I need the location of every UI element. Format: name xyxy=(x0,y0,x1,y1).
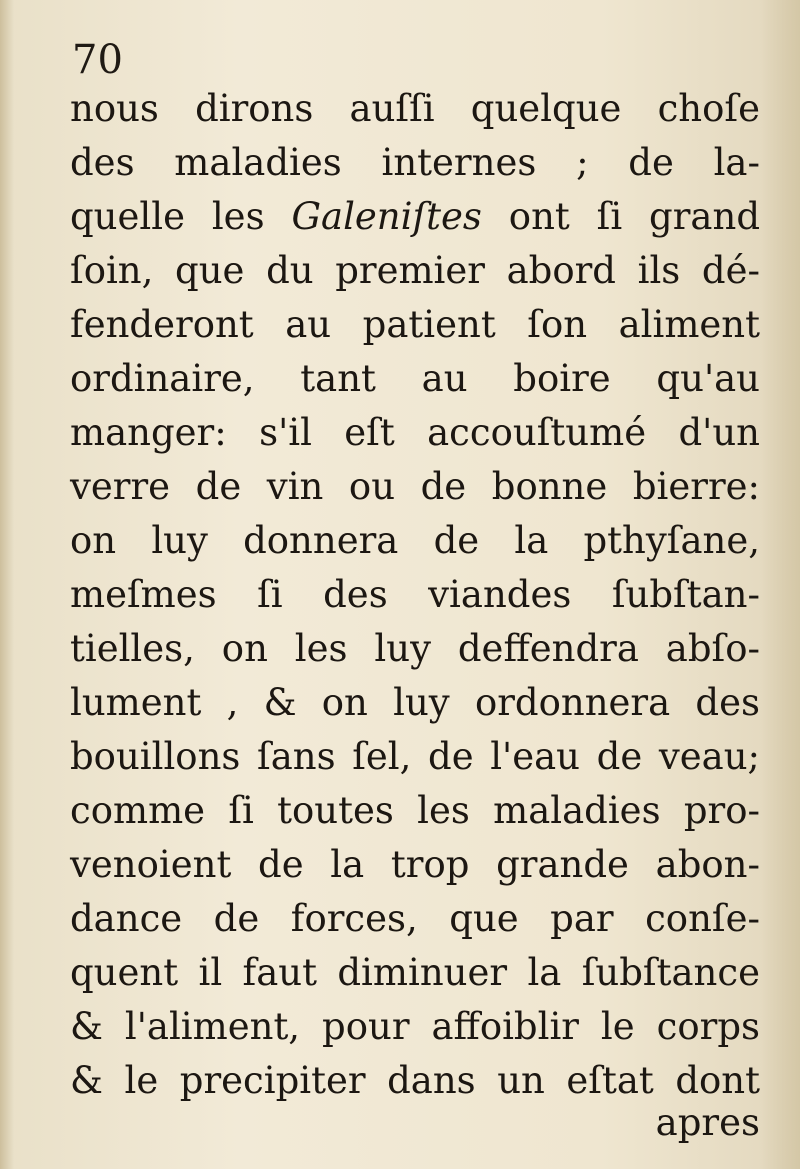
text-line: & le precipiter dans un eſtat dont xyxy=(70,1059,760,1102)
body-text xyxy=(70,82,760,1108)
text-line: lument , & on luy ordonnera des xyxy=(70,681,760,724)
text-line: quelle les Galeniſtes ont ſi grand xyxy=(70,195,761,238)
text-line: ſoin, que du premier abord ils dé- xyxy=(70,249,760,292)
text-line: venoient de la trop grande abon- xyxy=(70,843,760,886)
italic-term: Galeniſtes xyxy=(291,195,482,238)
text-line: des maladies internes ; de la- xyxy=(70,141,760,184)
text-line: comme ſi toutes les maladies pro- xyxy=(70,789,760,832)
text-line: manger: s'il eſt accouſtumé d'un xyxy=(70,411,760,454)
text-line: dance de forces, que par conſe- xyxy=(70,897,760,940)
page-number: 70 xyxy=(72,37,123,83)
text-line: bouillons ſans ſel, de l'eau de veau; xyxy=(70,735,760,778)
text-line: fenderont au patient ſon aliment xyxy=(70,303,760,346)
text-line: tielles, on les luy deffendra abſo- xyxy=(70,627,760,670)
catchword: apres xyxy=(655,1101,760,1144)
text-line: quent il faut diminuer la ſubſtance xyxy=(70,951,760,994)
text-line: ordinaire, tant au boire qu'au xyxy=(70,357,760,400)
text-line: nous dirons auſſi quelque choſe xyxy=(70,87,760,130)
text-line: on luy donnera de la pthyſane, xyxy=(70,519,760,562)
text-line: verre de vin ou de bonne bierre: xyxy=(70,465,760,508)
text-line: & l'aliment, pour affoiblir le corps xyxy=(70,1005,760,1048)
text-line: meſmes ſi des viandes ſubſtan- xyxy=(70,573,760,616)
